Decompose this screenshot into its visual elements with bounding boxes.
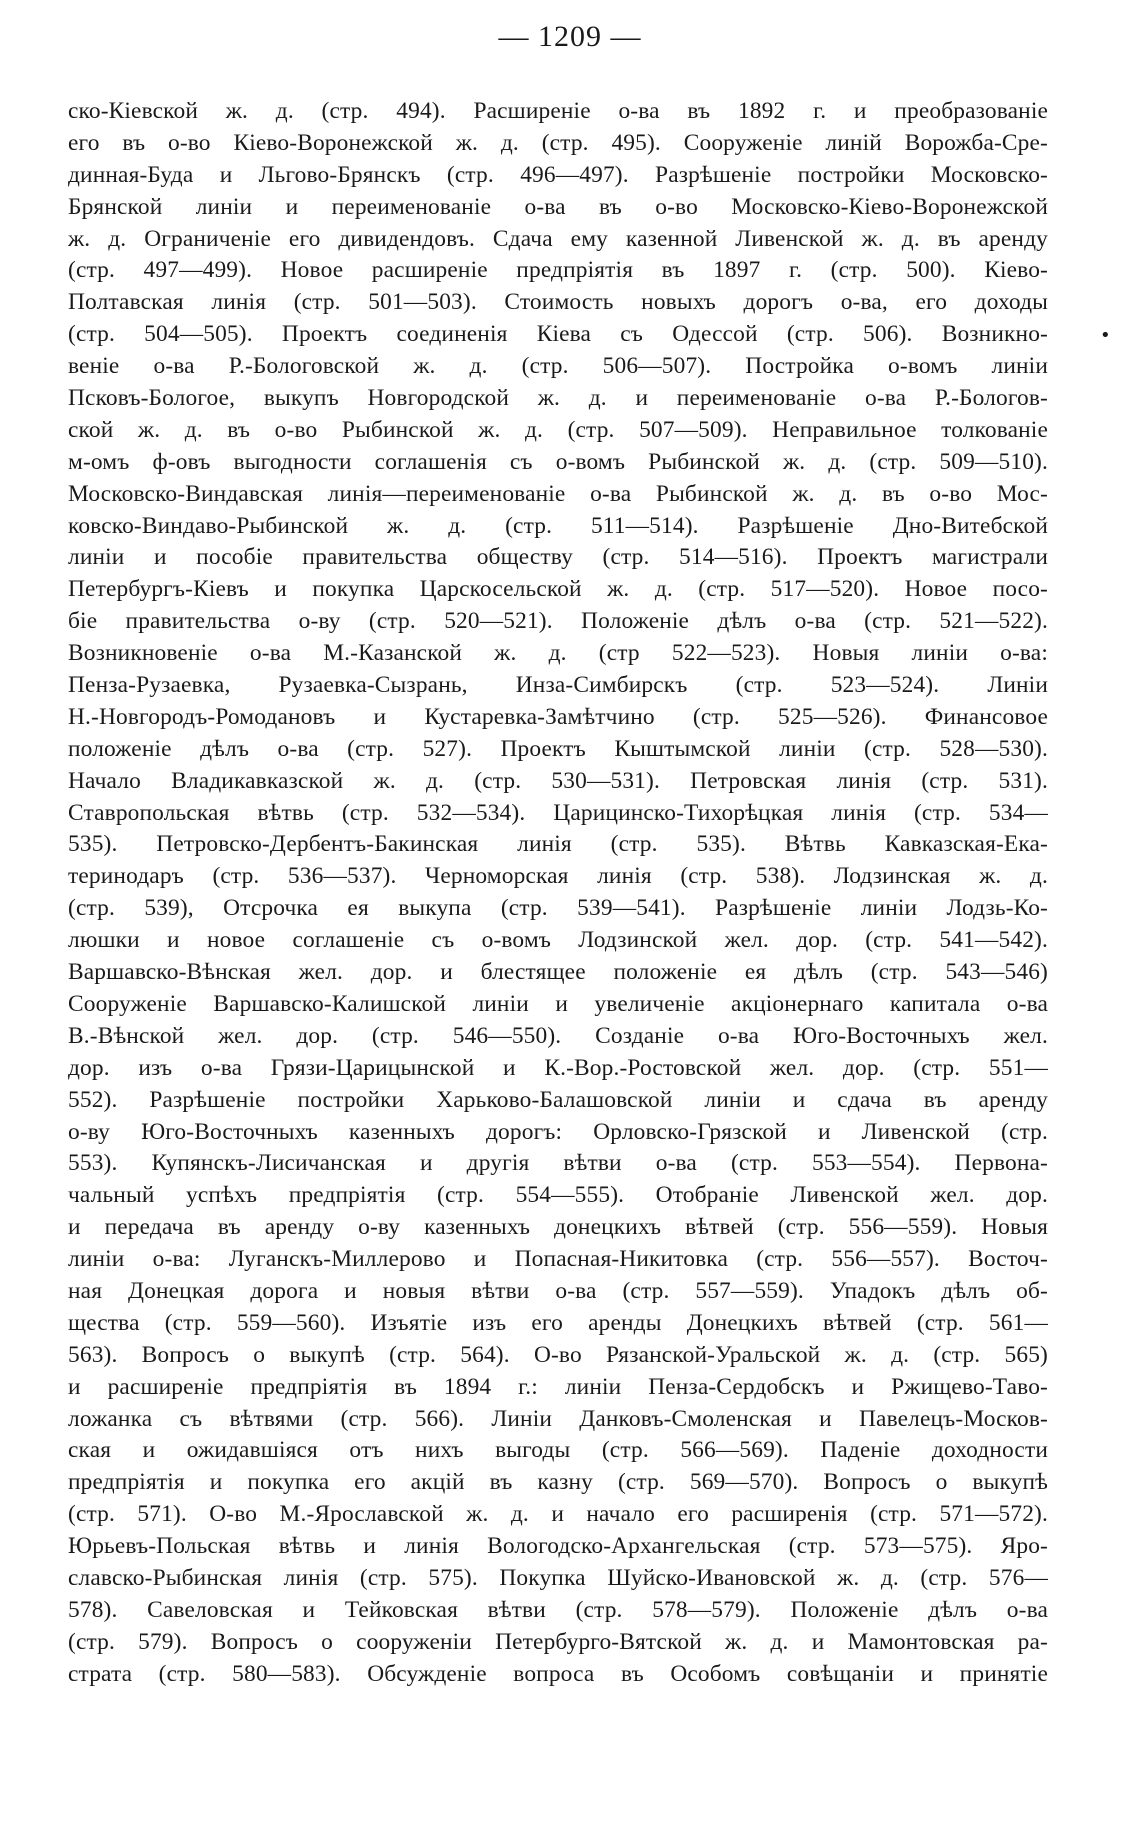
text-line: 553). Купянскъ-Лисичанская и другія вѣтви о-ва (стр. 553—554). Первона- [68, 1150, 1048, 1177]
text-line: ная Донецкая дорога и новыя вѣтви о-ва (стр. 557—559). Упадокъ дѣлъ об- [68, 1277, 1048, 1304]
text-line: ж. д. Ограниченіе его дивидендовъ. Сдача ему казенной Ливенской ж. д. въ аренду [68, 225, 1048, 252]
text-line: (стр. 539), Отсрочка ея выкупа (стр. 539—541). Разрѣшеніе линіи Лодзь-Ко- [68, 895, 1048, 922]
text-line: 535). Петровско-Дербентъ-Бакинская линія (стр. 535). Вѣтвь Кавказская-Ека- [68, 831, 1048, 858]
text-line: Н.-Новгородъ-Ромодановъ и Кустаревка-Замѣтчино (стр. 525—526). Финансовое [68, 703, 1048, 730]
page-number: — 1209 — [498, 20, 642, 53]
text-line: Возникновеніе о-ва М.-Казанской ж. д. (стр 522—523). Новыя линіи о-ва: [68, 640, 1048, 667]
text-line: теринодаръ (стр. 536—537). Черноморская линія (стр. 538). Лодзинская ж. д. [68, 863, 1048, 890]
text-line: 563). Вопросъ о выкупѣ (стр. 564). О-во Рязанской-Уральской ж. д. (стр. 565) [68, 1341, 1048, 1368]
text-line: линіи о-ва: Луганскъ-Миллерово и Попасная-Никитовка (стр. 556—557). Восточ- [68, 1246, 1048, 1273]
text-line: ской ж. д. въ о-во Рыбинской ж. д. (стр. 507—509). Неправильное толкованіе [68, 416, 1048, 443]
text-line: славско-Рыбинская линія (стр. 575). Покупка Шуйско-Ивановской ж. д. (стр. 576— [68, 1564, 1048, 1591]
text-line: Полтавская линія (стр. 501—503). Стоимость новыхъ дорогъ о-ва, его доходы [68, 289, 1048, 316]
text-line: Петербургъ-Кіевъ и покупка Царскосельской ж. д. (стр. 517—520). Новое посо- [68, 576, 1048, 603]
text-line: чальный успѣхъ предпріятія (стр. 554—555). Отобраніе Ливенской жел. дор. [68, 1182, 1048, 1209]
text-line: страта (стр. 580—583). Обсужденіе вопроса въ Особомъ совѣщаніи и принятіе [68, 1660, 1048, 1687]
text-line: ложанка съ вѣтвями (стр. 566). Линіи Данковъ-Смоленская и Павелецъ-Москов- [68, 1405, 1048, 1432]
text-line: предпріятія и покупка его акцій въ казну (стр. 569—570). Вопросъ о выкупѣ [68, 1469, 1048, 1496]
text-line: ковско-Виндаво-Рыбинской ж. д. (стр. 511—514). Разрѣшеніе Дно-Витебской [68, 512, 1048, 539]
text-line: м-омъ ф-овъ выгодности соглашенія съ о-вомъ Рыбинской ж. д. (стр. 509—510). [68, 448, 1048, 475]
text-line: о-ву Юго-Восточныхъ казенныхъ дорогъ: Орловско-Грязской и Ливенской (стр. [68, 1118, 1048, 1145]
text-line: и передача въ аренду о-ву казенныхъ донецкихъ вѣтвей (стр. 556—559). Новыя [68, 1214, 1048, 1241]
text-line: Начало Владикавказской ж. д. (стр. 530—531). Петровская линія (стр. 531). [68, 767, 1048, 794]
text-line: Московско-Виндавская линія—переименованіе о-ва Рыбинской ж. д. въ о-во Мос- [68, 480, 1048, 507]
text-line: Варшавско-Вѣнская жел. дор. и блестящее положеніе ея дѣлъ (стр. 543—546) [68, 959, 1048, 986]
text-line: люшки и новое соглашеніе съ о-вомъ Лодзинской жел. дор. (стр. 541—542). [68, 927, 1048, 954]
text-line: Брянской линіи и переименованіе о-ва въ о-во Московско-Кіево-Воронежской [68, 193, 1048, 220]
text-line: (стр. 497—499). Новое расширеніе предпріятія въ 1897 г. (стр. 500). Кіево- [68, 257, 1048, 284]
text-line: линіи и пособіе правительства обществу (стр. 514—516). Проектъ магистрали [68, 544, 1048, 571]
text-line: Псковъ-Бологое, выкупъ Новгородской ж. д. и переименованіе о-ва Р.-Бологов- [68, 385, 1048, 412]
text-line: Ставропольская вѣтвь (стр. 532—534). Царицинско-Тихорѣцкая линія (стр. 534— [68, 799, 1048, 826]
text-line: динная-Буда и Льгово-Брянскъ (стр. 496—497). Разрѣшеніе постройки Московско- [68, 161, 1048, 188]
text-line: Юрьевъ-Польская вѣтвь и линія Вологодско-Архангельская (стр. 573—575). Яро- [68, 1533, 1048, 1560]
text-line: ско-Кіевской ж. д. (стр. 494). Расширеніе о-ва въ 1892 г. и преобразованіе [68, 98, 1048, 124]
text-line: В.-Вѣнской жел. дор. (стр. 546—550). Созданіе о-ва Юго-Восточныхъ жел. [68, 1022, 1048, 1049]
text-line: (стр. 504—505). Проектъ соединенія Кіева съ Одессой (стр. 506). Возникно- [68, 321, 1048, 348]
text-line: положеніе дѣлъ о-ва (стр. 527). Проектъ Кыштымской линіи (стр. 528—530). [68, 735, 1048, 762]
text-line: ская и ожидавшіяся отъ нихъ выгоды (стр. 566—569). Паденіе доходности [68, 1437, 1048, 1464]
text-line: Сооруженіе Варшавско-Калишской линіи и увеличеніе акціонернаго капитала о-ва [68, 990, 1048, 1017]
text-line: біе правительства о-ву (стр. 520—521). Положеніе дѣлъ о-ва (стр. 521—522). [68, 608, 1048, 635]
text-line: веніе о-ва Р.-Бологовской ж. д. (стр. 506—507). Постройка о-вомъ линіи [68, 353, 1048, 380]
text-line: 578). Савеловская и Тейковская вѣтви (стр. 578—579). Положеніе дѣлъ о-ва [68, 1596, 1048, 1623]
text-line: его въ о-во Кіево-Воронежской ж. д. (стр. 495). Сооруженіе линій Ворожба-Сре- [68, 129, 1048, 156]
text-line: (стр. 579). Вопросъ о сооруженіи Петербурго-Вятской ж. д. и Мамонтовская ра- [68, 1628, 1048, 1655]
text-line: 552). Разрѣшеніе постройки Харьково-Балашовской линіи и сдача въ аренду [68, 1086, 1048, 1113]
text-line: и расширеніе предпріятія въ 1894 г.: линіи Пенза-Сердобскъ и Ржищево-Таво- [68, 1373, 1048, 1400]
margin-mark: • [1100, 325, 1111, 346]
body-text [68, 96, 1048, 1691]
text-line: Пенза-Рузаевка, Рузаевка-Сызрань, Инза-Симбирскъ (стр. 523—524). Линіи [68, 672, 1048, 699]
text-line: (стр. 571). О-во М.-Ярославской ж. д. и начало его расширенія (стр. 571—572). [68, 1501, 1048, 1528]
text-line: дор. изъ о-ва Грязи-Царицынской и К.-Вор.-Ростовской жел. дор. (стр. 551— [68, 1054, 1048, 1081]
text-line: щества (стр. 559—560). Изъятіе изъ его аренды Донецкихъ вѣтвей (стр. 561— [68, 1309, 1048, 1336]
